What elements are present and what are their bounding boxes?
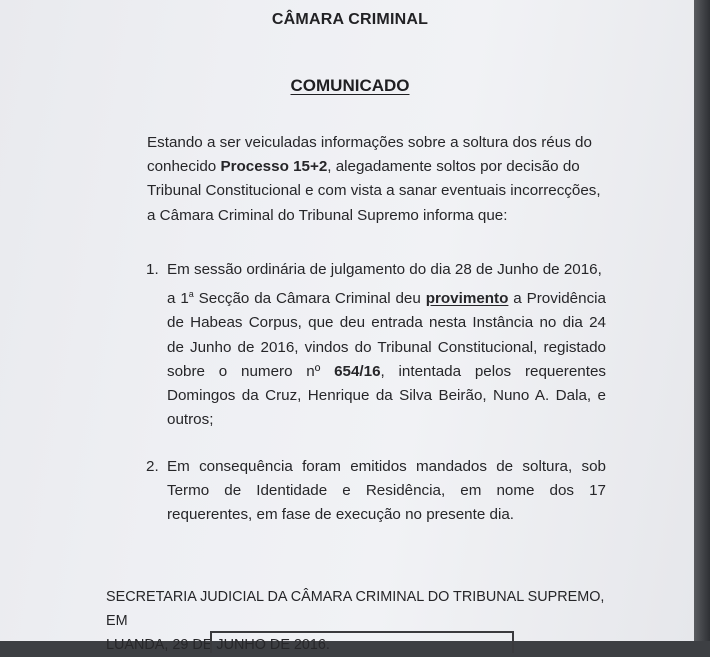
list-item-1 [146,258,606,432]
register-number: 654/16 [334,362,381,380]
list-item-body [167,258,606,432]
chamber-header: CÂMARA CRIMINAL [271,11,429,28]
intro-paragraph [147,131,607,228]
item1-text-a: a 1 [167,290,189,308]
provimento-emphasis: provimento [425,290,509,308]
document-title: COMUNICADO [290,76,410,95]
intro-text-conhecido: conhecido [147,158,221,176]
intro-line-3: Tribunal Constitucional e com vista a sanar eventuais incorrecções, [147,182,601,200]
list-number: 2. [146,458,159,475]
ordinal-sup: a [188,289,194,300]
item1-line-1: Em sessão ordinária de julgamento do dia 28 de Junho de 2016, [167,261,602,278]
footer-line-2: LUANDA, 29 DE JUNHO DE 2016. [106,637,330,653]
item1-rest [167,282,606,432]
item1-text-end: , intentada pelos requerentes Domingos da Cruz, Henrique da Silva Beirão, Nuno A. Dala, e outros; [167,362,606,429]
intro-text-alegadamente: , alegadamente soltos por decisão do [327,158,580,176]
footer-line-1: SECRETARIA JUDICIAL DA CÂMARA CRIMINAL DO TRIBUNAL SUPREMO, EM [106,589,605,629]
page-edge-shadow [694,0,710,641]
list-item-2 [146,455,606,528]
stamp-frame [210,631,514,653]
list-item-body: Em consequência foram emitidos mandados de soltura, sob Termo de Identidade e Residência, em nome dos 17 requerentes, em fase de execução no presente dia. [167,458,606,524]
intro-line-1: Estando a ser veiculadas informações sobre a soltura dos réus do [147,134,592,151]
intro-line-4: a Câmara Criminal do Tribunal Supremo informa que: [147,206,508,224]
list-number: 1. [146,261,159,278]
document-title-wrap [0,76,700,96]
intro-line-2 [147,155,607,179]
item1-text-main: a Providência de Habeas Corpus, que deu entrada nesta Instância no dia 24 de Junho de 2016, vindos do Tribunal Constitucional, registado sobre o numero nº [167,290,606,380]
process-name: Processo 15+2 [220,158,328,176]
item1-text-seccao: Secção da Câmara Criminal deu [193,290,426,308]
